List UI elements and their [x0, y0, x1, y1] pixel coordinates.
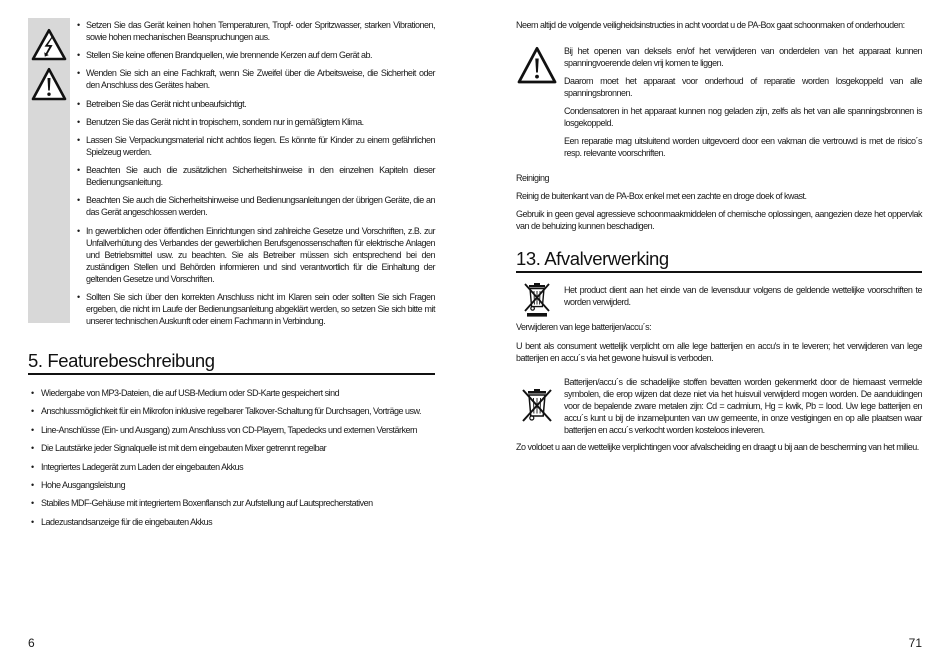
electric-hazard-icon — [31, 28, 67, 61]
maintenance-warnings — [564, 45, 922, 165]
safety-instructions-list — [75, 19, 435, 333]
list-item: • Ladezustandsanzeige für die eingebauten Akkus — [28, 516, 435, 528]
list-item: • Sollten Sie sich über den korrekten Anschluss nicht im Klaren sein oder sollten Sie sich Fragen ergeben, die nicht im Laufe der Bedienungsanleitung abgeklärt werden, so setzen Sie sich bitte mit unserer technischen Auskunft oder einem Fachmann in Verbindung. — [75, 291, 435, 327]
list-item: • Setzen Sie das Gerät keinen hohen Temperaturen, Tropf- oder Spritzwasser, starken Vibrationen, sowie hohen mechanischen Beanspruchungen aus. — [75, 19, 435, 43]
list-item: • In gewerblichen oder öffentlichen Einrichtungen sind zahlreiche Gesetze und Vorschriften, z.B. zur Unfallverhütung des Verbandes der gewerblichen Berufsgenossenschaften für elektrische Anlagen und Betriebsmittel usw. zu beachten. Sie als Betreiber müssen sich entsprechend bei den zuständigen Stellen und Behörden informieren und sind verantwortlich für die Einhaltung der geltenden Gesetze und Vorschriften. — [75, 225, 435, 285]
list-item: • Lassen Sie Verpackungsmaterial nicht achtlos liegen. Es könnte für Kinder zu einem gefährlichen Spielzeug werden. — [75, 134, 435, 158]
list-item: • Line-Anschlüsse (Ein- und Ausgang) zum Anschluss von CD-Playern, Tapedecks und externen Verstärkern — [28, 424, 435, 436]
right-page — [475, 0, 950, 657]
list-item: • Integriertes Ladegerät zum Laden der eingebauten Akkus — [28, 461, 435, 473]
list-item: • Anschlussmöglichkeit für ein Mikrofon inklusive regelbarer Talkover-Schaltung für Durchsagen, Vorträge usw. — [28, 405, 435, 417]
battery-heading: Verwijderen van lege batterijen/accu´s: — [516, 322, 652, 332]
list-item: • Benutzen Sie das Gerät nicht in tropischem, sondern nur in gemäßigtem Klima. — [75, 116, 435, 128]
list-item: • Stabiles MDF-Gehäuse mit integriertem Boxenflansch zur Aufstellung auf Lautsprecherstativen — [28, 497, 435, 509]
warning-icon — [31, 67, 67, 101]
cleaning-paragraph: Gebruik in geen geval agressieve schoonmaakmiddelen of chemische oplossingen, aangezien deze het oppervlak van de behuizing kunnen beschadigen. — [516, 209, 922, 231]
list-item: • Hohe Ausgangsleistung — [28, 479, 435, 491]
section-heading-featurebeschreibung: 5. Featurebeschreibung — [28, 350, 215, 371]
feature-list — [28, 387, 435, 534]
warning-paragraph: Een reparatie mag uitsluitend worden uitgevoerd door een vakman die vertrouwd is met de risico´s resp. relevante voorschriften. — [564, 136, 922, 158]
page-number: 71 — [908, 636, 922, 650]
battery-section — [516, 321, 922, 364]
list-item: • Wenden Sie sich an eine Fachkraft, wenn Sie Zweifel über die Arbeitsweise, die Sicherheit oder den Anschluss des Gerätes haben. — [75, 67, 435, 91]
list-item: • Stellen Sie keine offenen Brandquellen, wie brennende Kerzen auf dem Gerät ab. — [75, 49, 435, 61]
warning-icon — [517, 46, 557, 84]
section-heading-afvalverwerking: 13. Afvalverwerking — [516, 248, 669, 269]
heading-underline — [28, 373, 435, 375]
page-number: 6 — [28, 636, 35, 650]
list-item: • Beachten Sie auch die zusätzlichen Sicherheitshinweise in den einzelnen Kapiteln dieser Bedienungsanleitung. — [75, 164, 435, 188]
list-item: • Wiedergabe von MP3-Dateien, die auf USB-Medium oder SD-Karte gespeichert sind — [28, 387, 435, 399]
list-item: • Betreiben Sie das Gerät nicht unbeaufsichtigt. — [75, 98, 435, 110]
maintenance-intro: Neem altijd de volgende veiligheidsinstructies in acht voordat u de PA-Box gaat schoonmaken of onderhouden: — [516, 20, 905, 30]
cleaning-paragraph: Reinig de buitenkant van de PA-Box enkel met een zachte en droge doek of kwast. — [516, 191, 807, 201]
list-item: • Beachten Sie auch die Sicherheitshinweise und Bedienungsanleitungen der übrigen Geräte, die an das Gerät angeschlossen werden. — [75, 194, 435, 218]
warning-paragraph: Daarom moet het apparaat voor onderhoud of reparatie worden losgekoppeld van alle spanningsbronnen. — [564, 76, 922, 98]
heading-underline — [516, 271, 922, 273]
closing-text: Zo voldoet u aan de wettelijke verplichtingen voor afvalscheiding en draagt u bij aan de bescherming van het milieu. — [516, 442, 919, 452]
crossed-out-bin-icon — [518, 385, 556, 429]
cleaning-heading: Reiniging — [516, 173, 550, 183]
disposal-text: Het product dient aan het einde van de levensduur volgens de geldende wettelijke voorschriften te worden verwijderd. — [564, 285, 922, 307]
battery-text: U bent als consument wettelijk verplicht om alle lege batterijen en accu's in te leveren; het verwijderen van lege batterijen en accu´s via het gewone huisvuil is verboden. — [516, 341, 922, 363]
crossed-out-bin-icon — [521, 280, 553, 318]
cleaning-section — [516, 172, 922, 238]
list-item: • Die Lautstärke jeder Signalquelle ist mit dem eingebauten Mixer getrennt regelbar — [28, 442, 435, 454]
safety-sidebar — [28, 18, 70, 323]
warning-paragraph: Bij het openen van deksels en/of het verwijderen van onderdelen van het apparaat kunnen spanningvoerende delen vrij komen te liggen. — [564, 46, 922, 68]
battery-symbols-text: Batterijen/accu´s die schadelijke stoffen bevatten worden gekenmerkt door de hiernaast vermelde symbolen, die erop wijzen dat deze niet via het huisvuil verwijderd mogen worden. De aanduidingen voor de bepalende zware metalen zijn: Cd = cadmium, Hg = kwik, Pb = lood. Uw lege batterijen en accu´s kunt u bij de inzamelpunten van uw gemeente, in onze vestigingen en op alle plaatsen waar batterijen en accu´s verkocht worden kosteloos inleveren. — [564, 377, 922, 435]
warning-paragraph: Condensatoren in het apparaat kunnen nog geladen zijn, zelfs als het van alle spanningsbronnen is losgekoppeld. — [564, 106, 922, 128]
